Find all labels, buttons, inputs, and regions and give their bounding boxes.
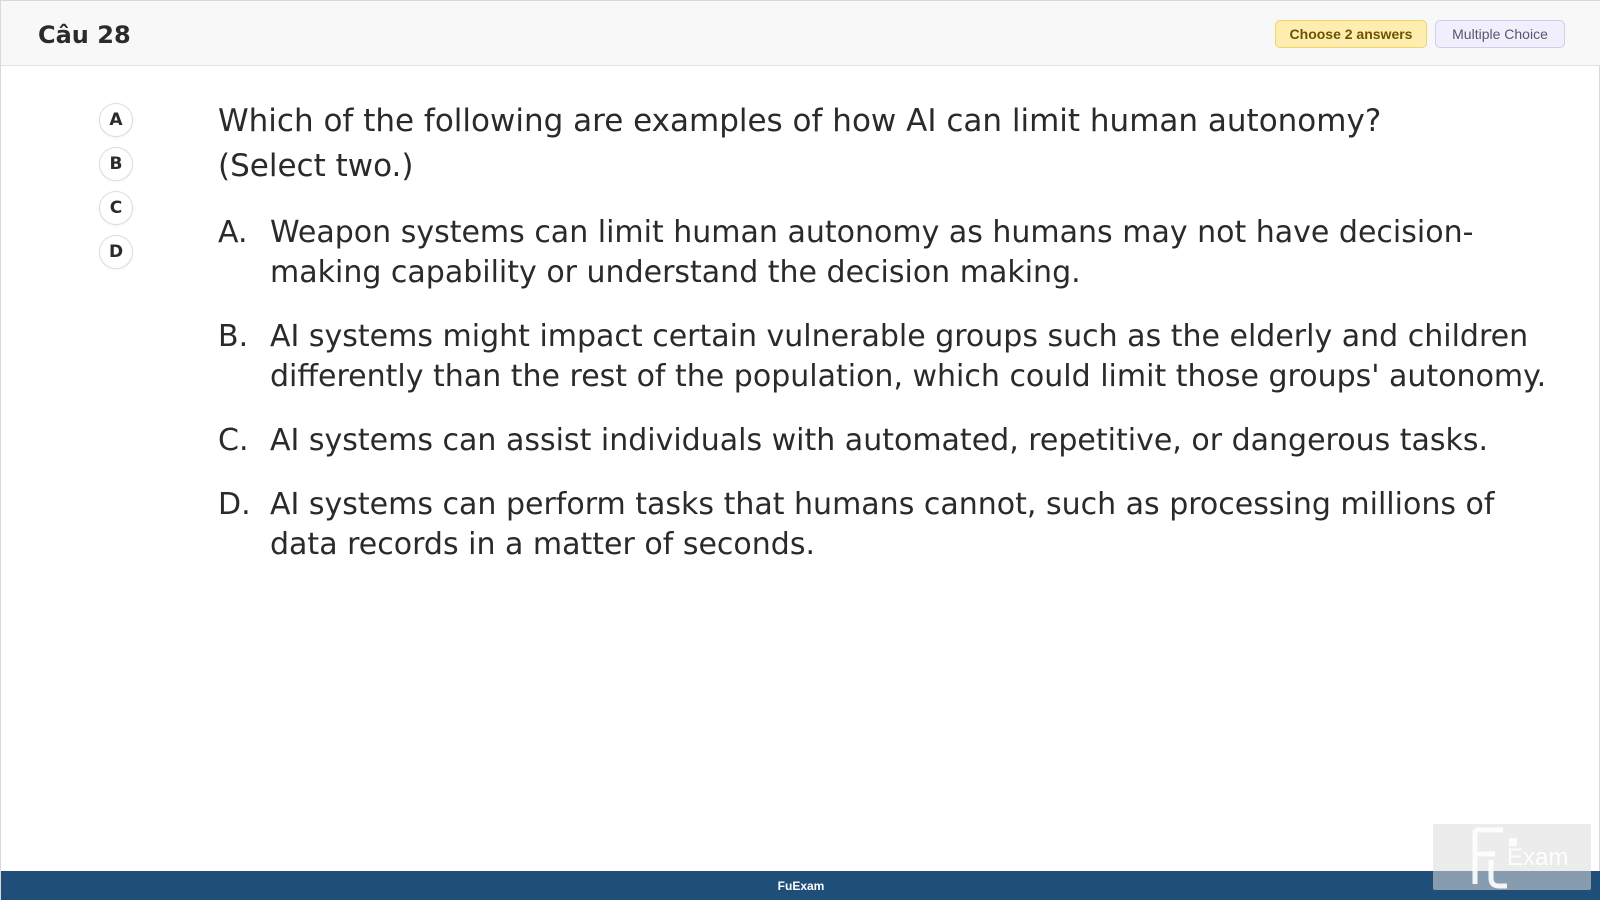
select-option-b-button[interactable]: B	[99, 147, 133, 181]
answer-letter: B.	[218, 319, 249, 354]
select-option-c-button[interactable]: C	[99, 191, 133, 225]
footer-bar	[1, 871, 1600, 900]
watermark	[1433, 824, 1591, 890]
question-type-badge: Multiple Choice	[1435, 20, 1565, 48]
answer-option-b	[218, 317, 1558, 397]
answer-text: AI systems can assist individuals with automated, repetitive, or dangerous tasks.	[270, 423, 1489, 458]
question-header	[1, 1, 1600, 66]
answer-letter: A.	[218, 215, 248, 250]
watermark-text: Exam	[1507, 844, 1569, 871]
question-line: Which of the following are examples of how AI can limit human autonomy?	[218, 103, 1382, 139]
choose-count-badge: Choose 2 answers	[1275, 20, 1427, 48]
answer-text: AI systems can perform tasks that humans cannot, such as processing millions of data records in a matter of seconds.	[270, 487, 1495, 562]
select-option-a-button[interactable]: A	[99, 103, 133, 137]
answer-letter: C.	[218, 423, 249, 458]
answer-list	[218, 213, 1558, 589]
answer-option-d	[218, 485, 1558, 565]
answer-letter: D.	[218, 487, 251, 522]
answer-text: Weapon systems can limit human autonomy as humans may not have decision-making capability or understand the decision making.	[270, 215, 1474, 290]
question-instruction: (Select two.)	[218, 148, 414, 184]
answer-option-a	[218, 213, 1558, 293]
question-number: Câu 28	[38, 21, 131, 49]
answer-selector	[99, 103, 135, 279]
question-text	[218, 99, 1518, 189]
answer-text: AI systems might impact certain vulnerable groups such as the elderly and children differently than the rest of the population, which could limit those groups' autonomy.	[270, 319, 1547, 394]
footer-brand: FuExam	[777, 879, 825, 893]
answer-option-c	[218, 421, 1558, 461]
select-option-d-button[interactable]: D	[99, 235, 133, 269]
